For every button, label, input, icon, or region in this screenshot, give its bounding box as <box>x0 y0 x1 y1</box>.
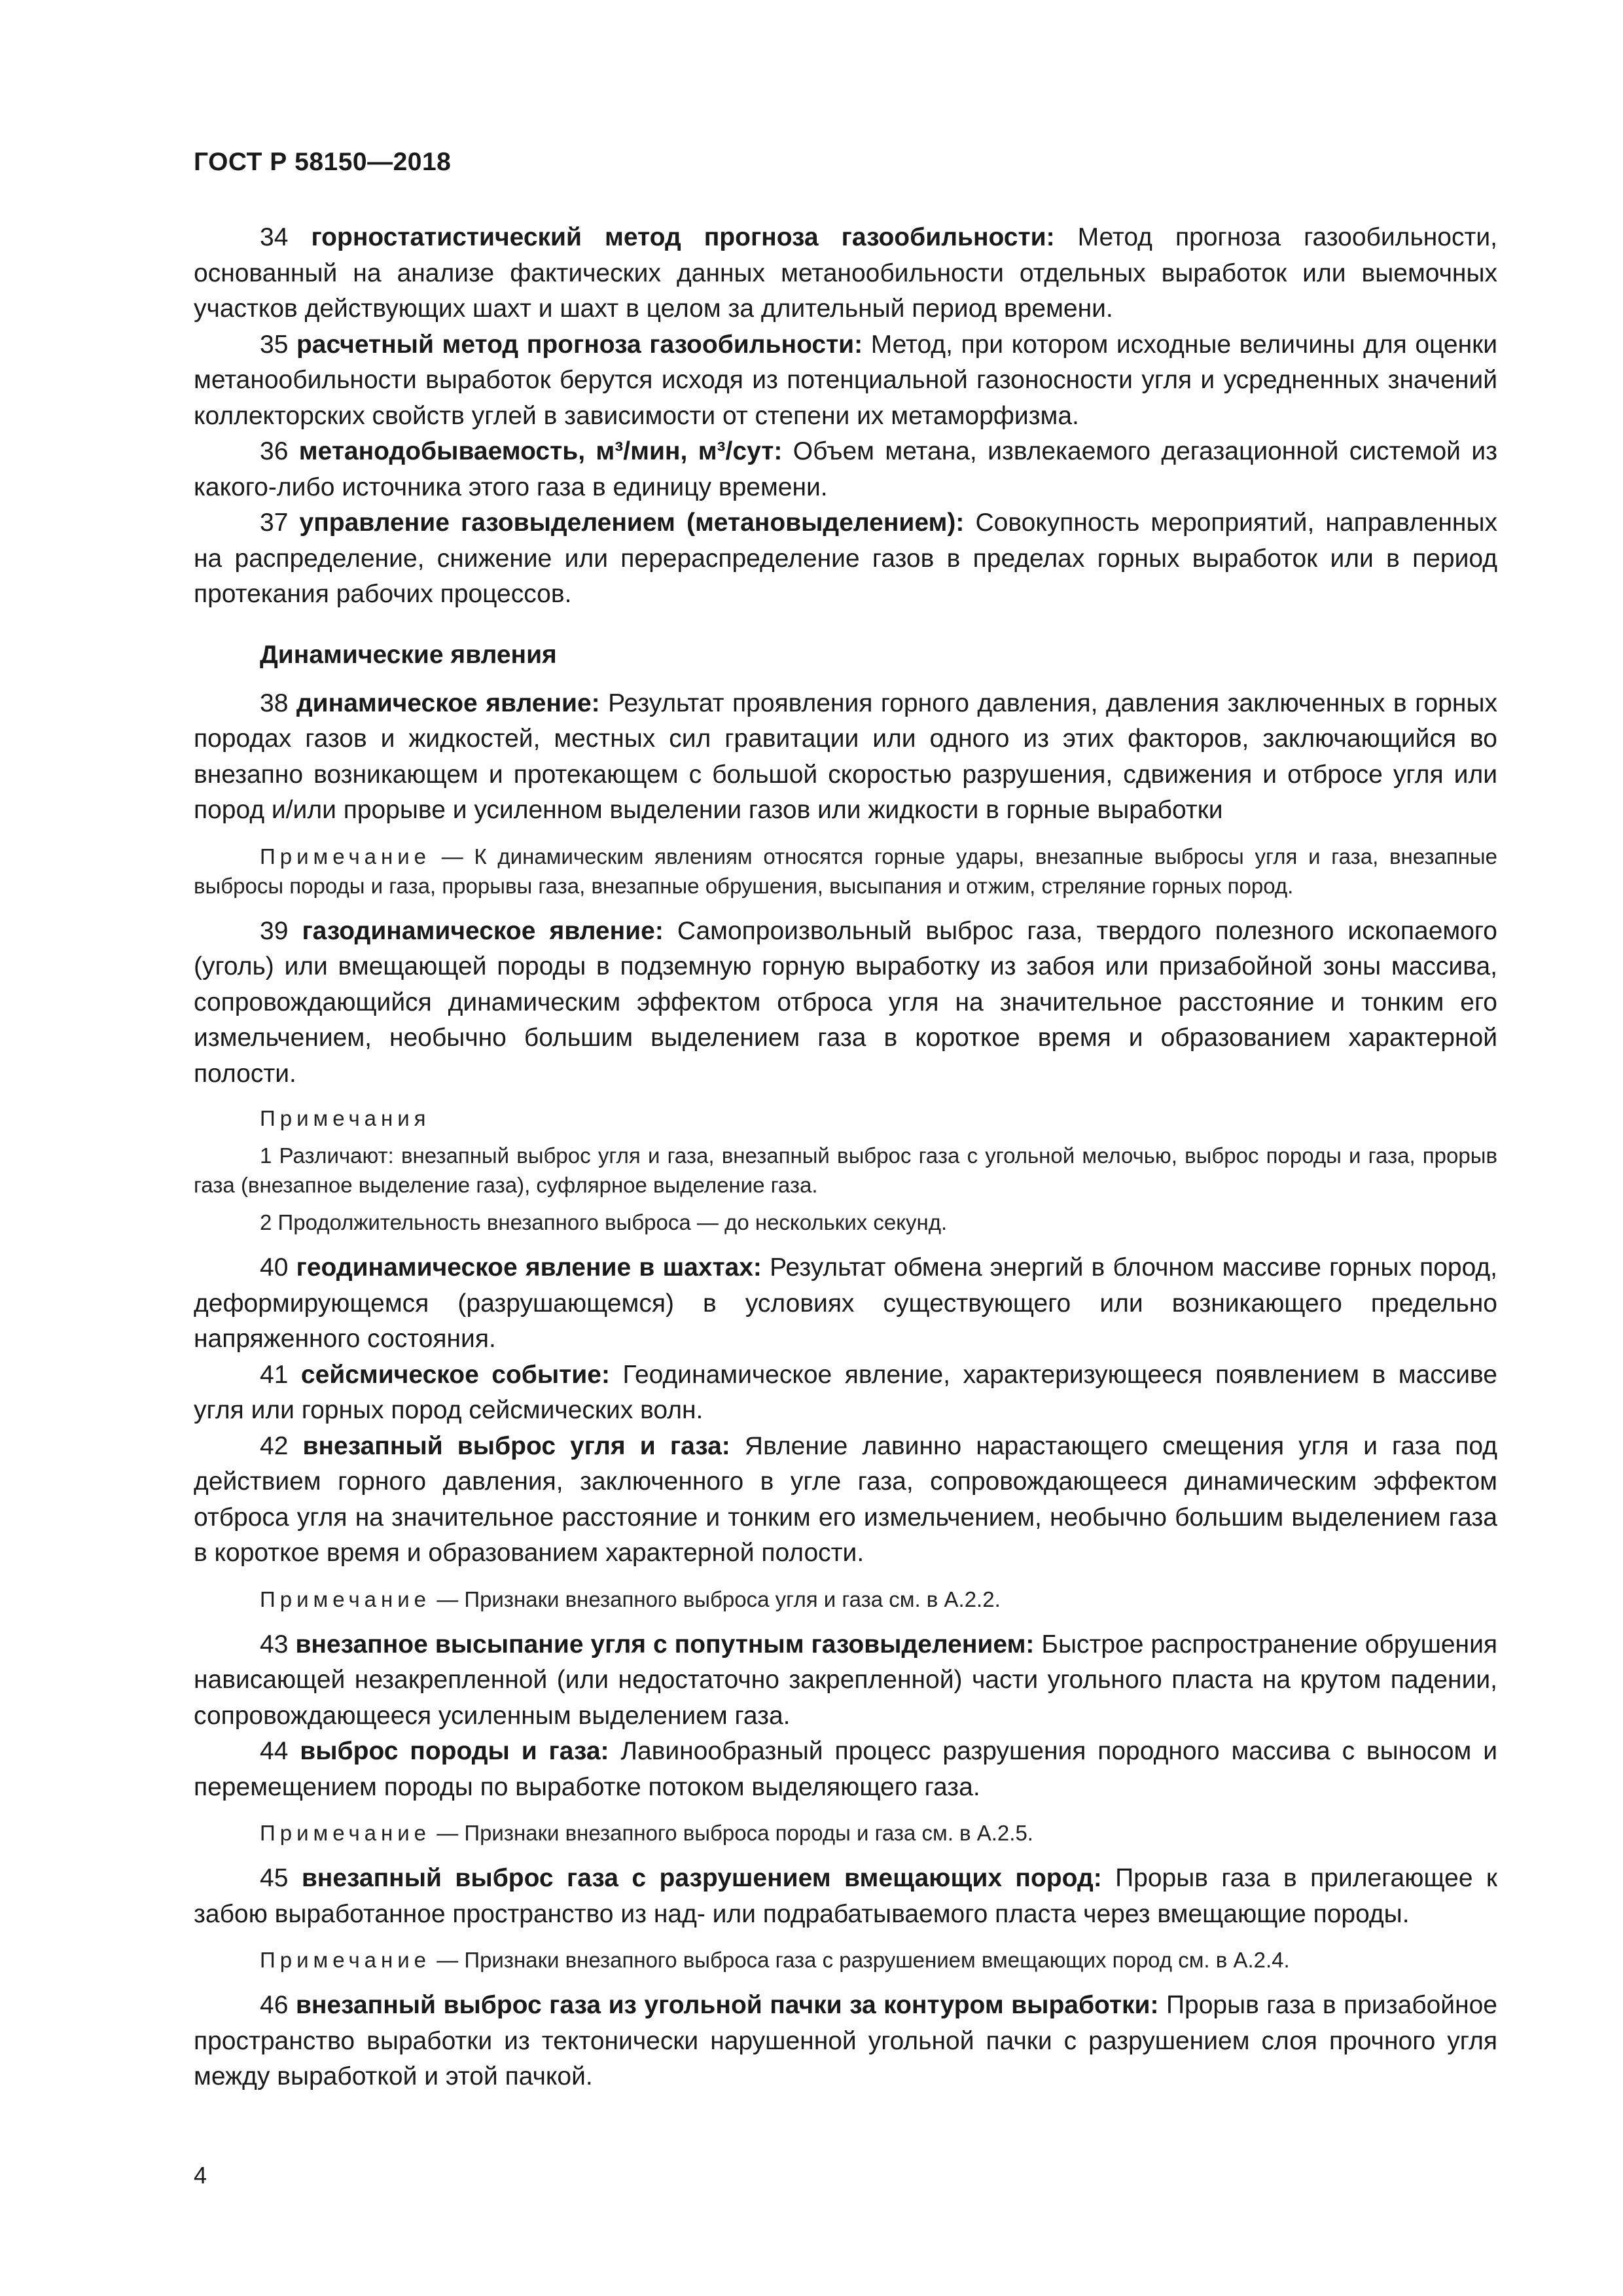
note-item: 1 Различают: внезапный выброс угля и газа, внезапный выброс газа с угольной мелочью, выброс породы и газа, прорыв газа (внезапное выделение газа), суфлярное выделение газа. <box>194 1143 1497 1197</box>
entry-38 <box>194 686 1497 829</box>
note-text: — Признаки внезапного выброса газа с разрушением вмещающих пород см. в А.2.4. <box>437 1948 1290 1972</box>
entry-41 <box>194 1357 1497 1429</box>
entry-40 <box>194 1250 1497 1357</box>
entry-text: Объем метана, извлекаемого дегазационной системой из какого-либо источника этого газа в единицу времени. <box>194 437 1498 501</box>
entry-term: горностатистический метод прогноза газообильности: <box>311 223 1055 251</box>
entry-text: Прорыв газа в призабойное пространство выработки из тектонически нарушенной угольной пачки с разрушением слоя прочного угля между выработкой и этой пачкой. <box>194 1991 1497 2090</box>
entry-term: газодинамическое явление: <box>302 916 664 945</box>
entry-number: 35 <box>260 330 289 359</box>
entry-term: сейсмическое событие: <box>300 1360 610 1389</box>
entry-text: Метод, при котором исходные величины для оценки метанообильности выработок берутся исходя из потенциальной газоносности угля и усредненных значений коллекторских свойств углей в зависимости от степени их метаморфизма. <box>194 330 1498 430</box>
entry-number: 45 <box>260 1864 289 1892</box>
entry-number: 36 <box>260 437 289 465</box>
entry-text: Явление лавинно нарастающего смещения угля и газа под действием горного давления, заключенного в угле газа, сопровождающееся динамическим эффектом отброса угля на значительное расстояние и тонким его измельчением, необычно большим выделением газа в короткое время и образованием характерной полости. <box>194 1431 1497 1567</box>
entry-43 <box>194 1627 1497 1734</box>
document-body <box>194 220 1497 2095</box>
note-38 <box>194 842 1497 901</box>
entry-46 <box>194 1988 1497 2095</box>
entry-number: 44 <box>260 1737 289 1765</box>
entry-text: Самопроизвольный выброс газа, твердого полезного ископаемого (уголь) или вмещающей породы в подземную горную выработку из забоя или призабойной зоны массива, сопровождающийся динамическим эффектом отброса угля на значительное расстояние и тонким его измельчением, необычно большим выделением газа в короткое время и образованием характерной полости. <box>194 916 1497 1088</box>
entry-text: Быстрое распространение обрушения нависающей незакрепленной (или недостаточно закрепленной) части угольного пласта на крутом падении, сопровождающееся усиленным выделением газа. <box>194 1630 1497 1730</box>
entry-36 <box>194 434 1497 505</box>
entry-term: динамическое явление: <box>296 689 600 717</box>
entry-term: метанодобываемость, м³/мин, м³/сут: <box>298 437 783 465</box>
entry-number: 40 <box>260 1253 289 1282</box>
entry-number: 42 <box>260 1431 289 1460</box>
entry-text: Результат обмена энергий в блочном массиве горных пород, деформирующемся (разрушающемся) в условиях существующего или возникающего предельно напряженного состояния. <box>194 1253 1497 1353</box>
page-number: 4 <box>194 2162 207 2189</box>
entry-term: выброс породы и газа: <box>300 1737 609 1765</box>
entry-39 <box>194 914 1497 1092</box>
note-label: Примечание <box>260 1821 431 1845</box>
entry-term: расчетный метод прогноза газообильности: <box>296 330 863 359</box>
entry-text: Результат проявления горного давления, давления заключенных в горных породах газов и жидкостей, местных сил гравитации или одного из этих факторов, заключающийся во внезапно возникающем и протекающем с большой скоростью разрушения, сдвижения и отбросе угля или пород и/или прорыве и усиленном выделении газов или жидкости в горные выработки <box>194 689 1497 824</box>
entry-number: 43 <box>260 1630 289 1659</box>
note-text: — К динамическим явлениям относятся горные удары, внезапные выбросы угля и газа, внезапные выбросы породы и газа, прорывы газа, внезапные обрушения, высыпания и отжим, стреляние горных пород. <box>194 844 1497 898</box>
entry-37 <box>194 505 1497 613</box>
entry-term: внезапное высыпание угля с попутным газовыделением: <box>295 1630 1035 1659</box>
notes-label: Примечания <box>260 1106 431 1130</box>
entry-42 <box>194 1429 1497 1571</box>
note-label: Примечание <box>260 1587 431 1611</box>
notes-39 <box>194 1103 1497 1237</box>
note-text: — Признаки внезапного выброса угля и газа см. в А.2.2. <box>437 1587 1001 1611</box>
note-45 <box>194 1945 1497 1975</box>
entry-34 <box>194 220 1497 327</box>
entry-text: Прорыв газа в прилегающее к забою выработанное пространство из над- или подрабатываемого пласта через вмещающие породы. <box>194 1864 1497 1928</box>
note-item: 2 Продолжительность внезапного выброса — до нескольких секунд. <box>260 1210 948 1234</box>
entry-number: 46 <box>260 1991 289 2019</box>
document-header: ГОСТ Р 58150—2018 <box>194 148 452 176</box>
entry-term: внезапный выброс угля и газа: <box>302 1431 730 1460</box>
note-44 <box>194 1818 1497 1848</box>
entry-term: геодинамическое явление в шахтах: <box>296 1253 762 1282</box>
note-label: Примечание <box>260 1948 431 1972</box>
entry-text: Геодинамическое явление, характеризующееся появлением в массиве угля или горных пород сейсмических волн. <box>194 1360 1497 1424</box>
entry-number: 38 <box>260 689 289 717</box>
note-42 <box>194 1585 1497 1614</box>
entry-term: внезапный выброс газа с разрушением вмещающих пород: <box>301 1864 1102 1892</box>
entry-number: 37 <box>260 509 289 537</box>
entry-number: 39 <box>260 916 289 945</box>
entry-number: 34 <box>260 223 289 251</box>
entry-text: Совокупность мероприятий, направленных на распределение, снижение или перераспределение газов в пределах горных выработок или в период протекания рабочих процессов. <box>194 509 1497 608</box>
entry-term: управление газовыделением (метановыделением): <box>299 509 965 537</box>
note-label: Примечание <box>260 844 431 869</box>
entry-text: Метод прогноза газообильности, основанный на анализе фактических данных метанообильности отдельных выработок или выемочных участков действующих шахт и шахт в целом за длительный период времени. <box>194 223 1497 323</box>
entry-35 <box>194 327 1497 435</box>
section-title: Динамические явления <box>260 640 557 669</box>
entry-44 <box>194 1734 1497 1805</box>
note-text: — Признаки внезапного выброса породы и газа см. в А.2.5. <box>437 1821 1033 1845</box>
entry-term: внезапный выброс газа из угольной пачки за контуром выработки: <box>295 1991 1159 2019</box>
entry-45 <box>194 1861 1497 1932</box>
entry-number: 41 <box>260 1360 289 1389</box>
entry-text: Лавинообразный процесс разрушения породного массива с выносом и перемещением породы по выработке потоком выделяющего газа. <box>194 1737 1497 1801</box>
